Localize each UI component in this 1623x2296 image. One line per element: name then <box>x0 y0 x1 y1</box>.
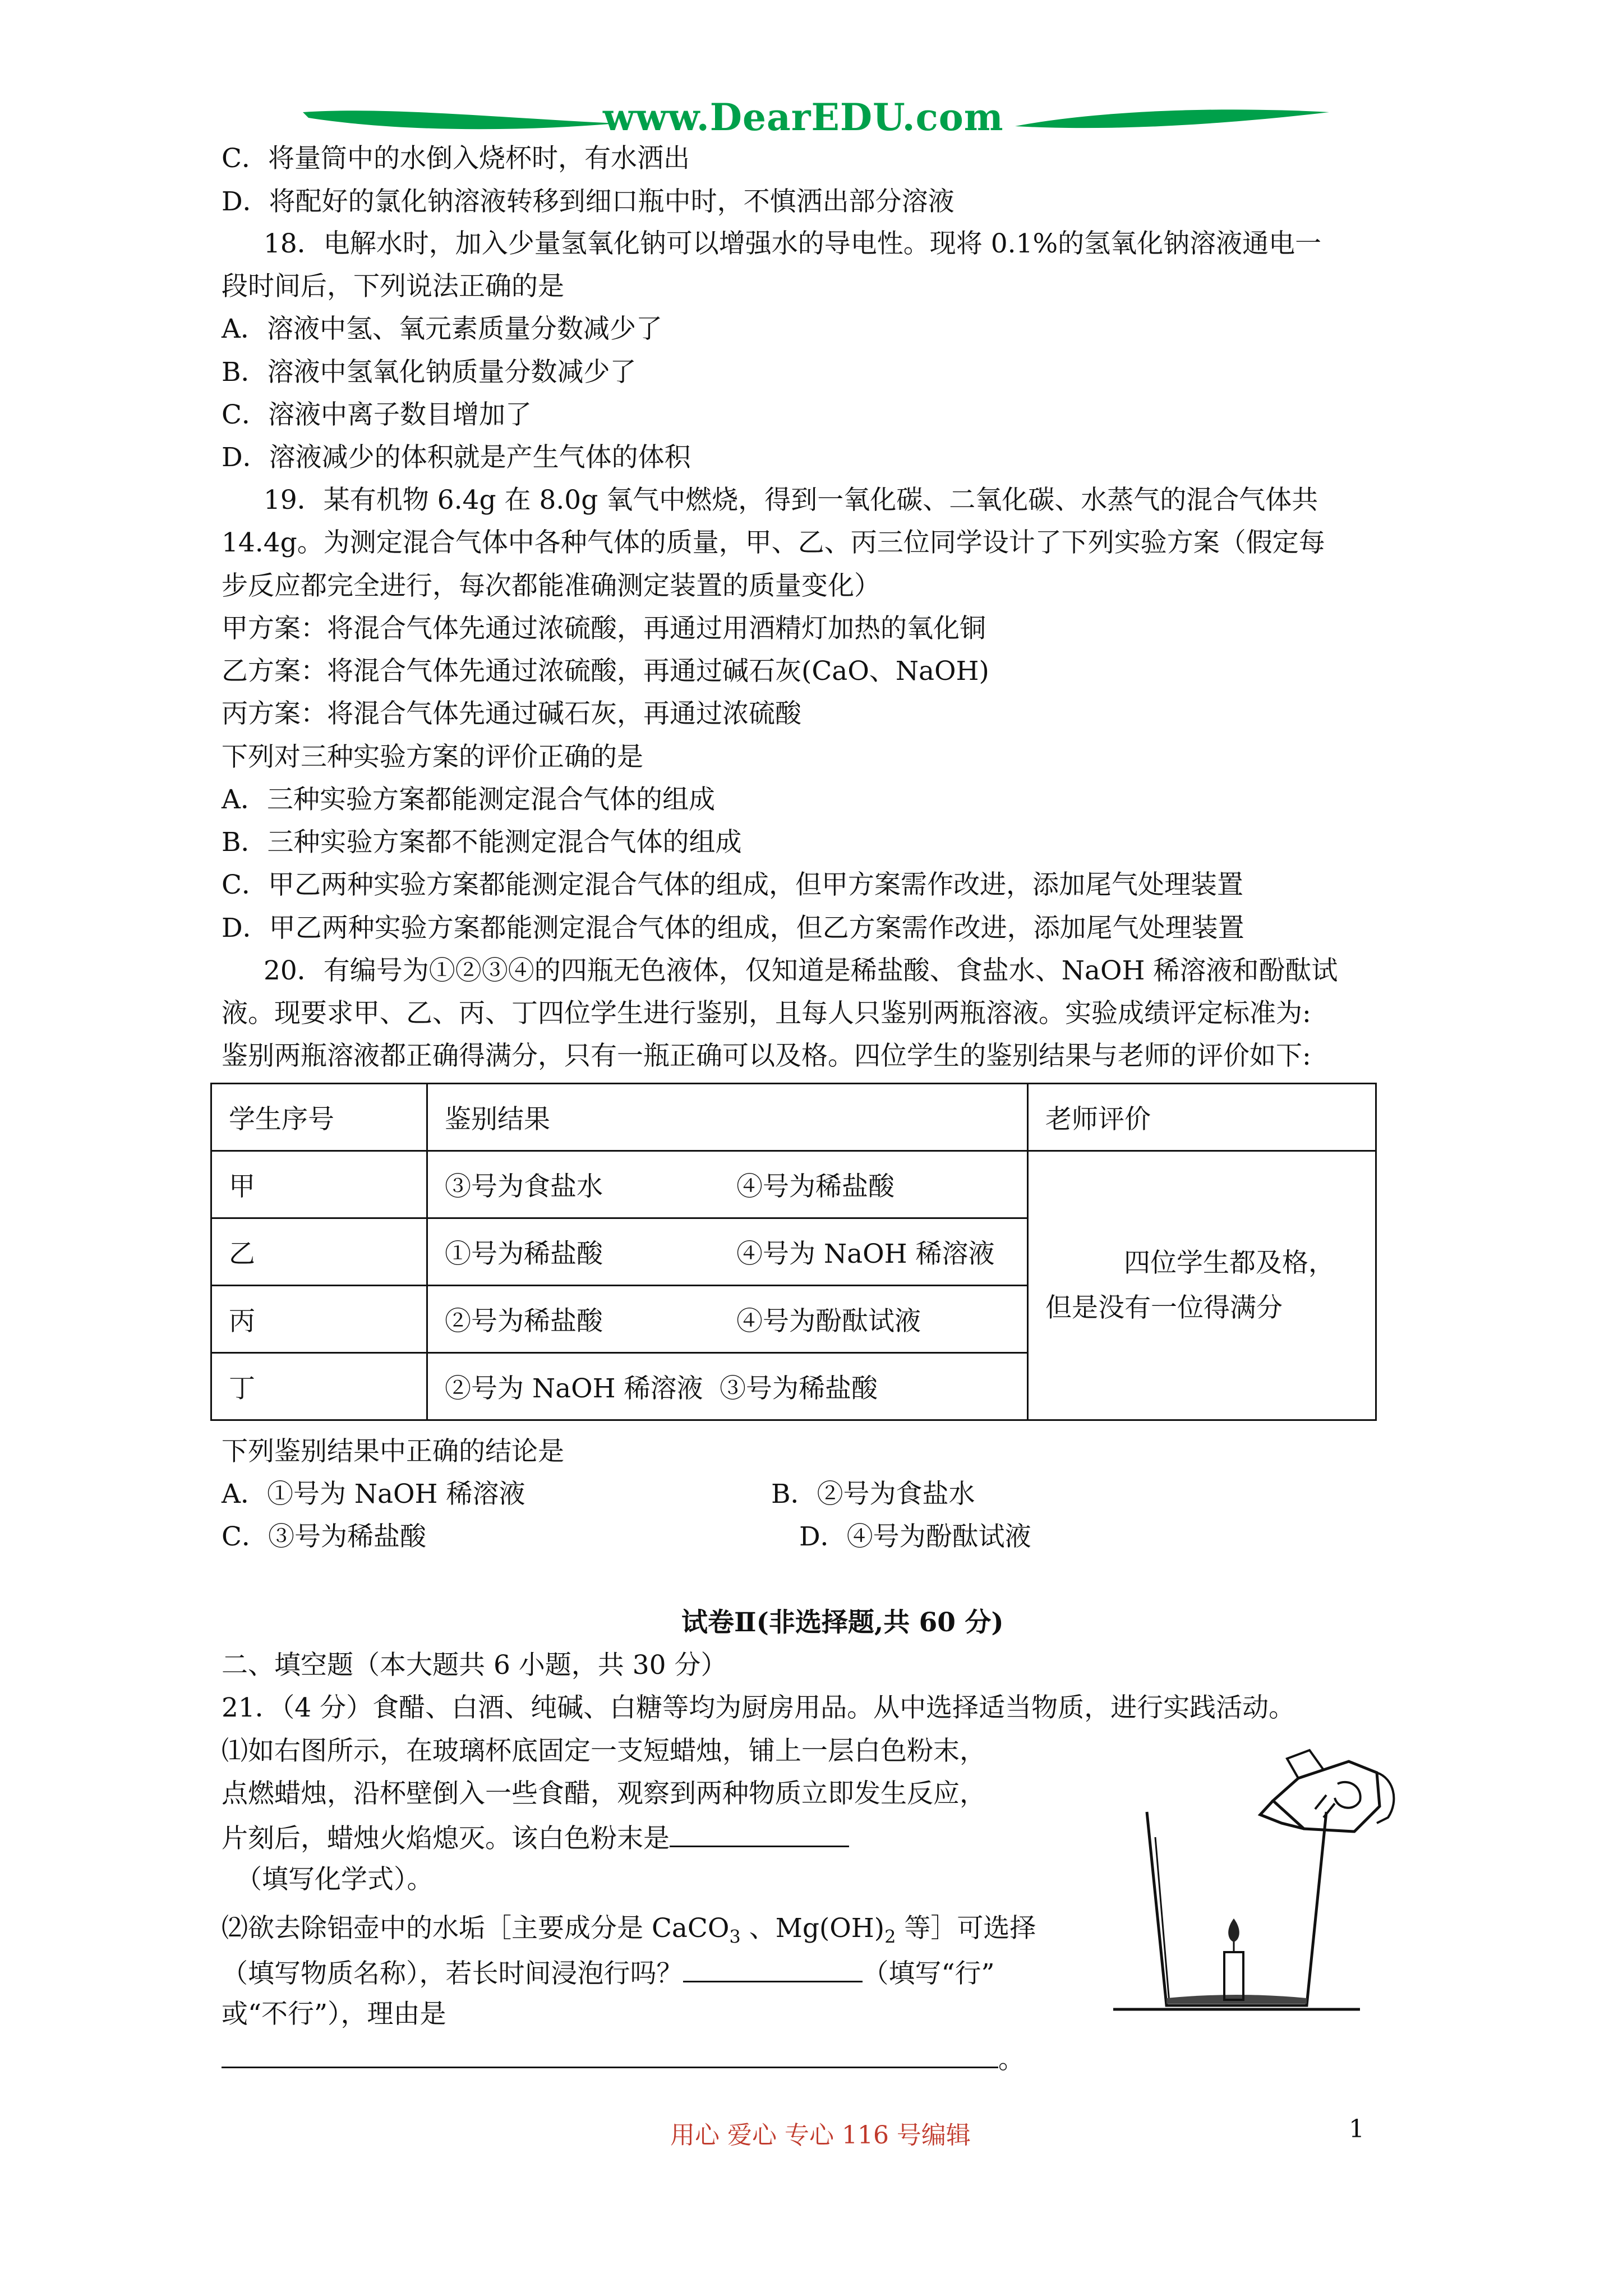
q21-part1-line1: ⑴如右图所示，在玻璃杯底固定一支短蜡烛，铺上一层白色粉末， <box>222 1736 986 1766</box>
q18-stem-1: 18．电解水时，加入少量氢氧化钠可以增强水的导电性。现将 0.1%的氢氧化钠溶液通电一 <box>264 228 1322 259</box>
q17-option-c: C．将量筒中的水倒入烧杯时，有水洒出 <box>222 143 690 174</box>
q20-option-a: A．①号为 NaOH 稀溶液 <box>222 1479 525 1510</box>
q19-stem-2: 14.4g。为测定混合气体中各种气体的质量，甲、乙、丙三位同学设计了下列实验方案（假定每 <box>222 527 1325 558</box>
table-header-row <box>211 1084 1376 1151</box>
cell-student: 丁 <box>211 1353 427 1420</box>
part2-title: 试卷Ⅱ(非选择题,共 60 分) <box>681 1607 1004 1638</box>
q21-part2-line4 <box>222 2042 1025 2076</box>
result-2: ④号为稀盐酸 <box>736 1171 895 1202</box>
cell-student: 乙 <box>211 1218 427 1286</box>
cell-student: 甲 <box>211 1151 427 1218</box>
q19-plan-yi: 乙方案：将混合气体先通过浓硫酸，再通过碱石灰(CaO、NaOH) <box>222 656 989 687</box>
q21-part1-line2: 点燃蜡烛，沿杯壁倒入一些食醋，观察到两种物质立即发生反应， <box>222 1778 986 1809</box>
result-2: ④号为 NaOH 稀溶液 <box>736 1239 995 1269</box>
result-2: ④号为酚酞试液 <box>736 1306 921 1337</box>
q19-plan-bing: 丙方案：将混合气体先通过碱石灰，再通过浓硫酸 <box>222 698 801 729</box>
table-header-result: 鉴别结果 <box>427 1084 1028 1151</box>
q21-part1-text: 片刻后，蜡烛火焰熄灭。该白色粉末是 <box>222 1823 670 1854</box>
q20-prompt: 下列鉴别结果中正确的结论是 <box>222 1436 564 1467</box>
q21-part1-line4: （填写化学式）。 <box>236 1864 434 1895</box>
table-header-student: 学生序号 <box>211 1084 427 1151</box>
q19-option-a: A．三种实验方案都能测定混合气体的组成 <box>222 784 715 815</box>
q19-option-b: B．三种实验方案都不能测定混合气体的组成 <box>222 827 742 858</box>
q17-option-d: D．将配好的氯化钠溶液转移到细口瓶中时，不慎洒出部分溶液 <box>222 186 955 217</box>
q21-part2-line3: 或“不行”），理由是 <box>222 1999 446 2030</box>
q21-part2-text-pre: ⑵欲去除铝壶中的水垢［主要成分是 CaCO <box>222 1913 730 1944</box>
q19-prompt: 下列对三种实验方案的评价正确的是 <box>222 742 643 772</box>
cell-result <box>427 1218 1028 1286</box>
site-logo: www.DearEDU.com <box>603 95 1004 139</box>
q20-option-c: C．③号为稀盐酸 <box>222 1521 426 1552</box>
cell-result <box>427 1353 1028 1420</box>
footer-editor-note: 用心 爱心 专心 116 号编辑 <box>670 2121 971 2150</box>
q18-option-c: C．溶液中离子数目增加了 <box>222 399 532 430</box>
q21-part1-line3 <box>222 1821 849 1855</box>
answer-blank-reason[interactable] <box>222 2042 998 2068</box>
subscript-2: 2 <box>884 1926 896 1948</box>
q19-stem-3: 步反应都完全进行，每次都能准确测定装置的质量变化） <box>222 570 880 601</box>
q21-part2-text2-post: （填写“行” <box>862 1958 995 1989</box>
q18-option-d: D．溶液减少的体积就是产生气体的体积 <box>222 442 691 473</box>
q21-part2-text2-pre: （填写物质名称），若长时间浸泡行吗？ <box>222 1958 683 1989</box>
result-1: ③号为食盐水 <box>445 1171 603 1202</box>
q21-part2-line2 <box>222 1956 995 1990</box>
q18-option-a: A．溶液中氢、氧元素质量分数减少了 <box>222 314 662 344</box>
table-row <box>211 1151 1376 1218</box>
q20-stem-3: 鉴别两瓶溶液都正确得满分，只有一瓶正确可以及格。四位学生的鉴别结果与老师的评价如下: <box>222 1041 1311 1071</box>
cell-student: 丙 <box>211 1286 427 1353</box>
q21-part2-line1 <box>222 1913 1036 1952</box>
cell-teacher-evaluation <box>1028 1151 1376 1420</box>
cell-result <box>427 1151 1028 1218</box>
result-1: ②号为稀盐酸 <box>445 1306 603 1337</box>
q21-part2-text-mid: 、Mg(OH) <box>740 1913 885 1944</box>
glass-candle-figure <box>1113 1739 1405 2019</box>
cell-result <box>427 1286 1028 1353</box>
q18-option-b: B．溶液中氢氧化钠质量分数减少了 <box>222 357 637 388</box>
result-1: ②号为 NaOH 稀溶液 <box>445 1373 703 1404</box>
result-1: ①号为稀盐酸 <box>445 1239 603 1269</box>
q18-stem-2: 段时间后，下列说法正确的是 <box>222 271 564 302</box>
subscript-3: 3 <box>729 1926 741 1948</box>
q21-part2-text-post: 等］可选择 <box>896 1913 1036 1944</box>
q20-option-b: B．②号为食盐水 <box>771 1479 975 1510</box>
header-wave-left <box>303 101 617 140</box>
q19-stem-1: 19．某有机物 6.4g 在 8.0g 氧气中燃烧，得到一氧化碳、二氧化碳、水蒸气的混合气体共 <box>264 485 1318 516</box>
table-header-teacher: 老师评价 <box>1028 1084 1376 1151</box>
q20-stem-1: 20．有编号为①②③④的四瓶无色液体，仅知道是稀盐酸、食盐水、NaOH 稀溶液和酚酞试 <box>264 955 1338 986</box>
answer-blank-white-powder[interactable] <box>670 1821 849 1847</box>
section2-heading: 二、填空题（本大题共 6 小题，共 30 分） <box>222 1650 727 1681</box>
result-2: ③号为稀盐酸 <box>720 1373 878 1404</box>
q21-stem: 21．（4 分）食醋、白酒、纯碱、白糖等均为厨房用品。从中选择适当物质，进行实践活动。 <box>222 1692 1295 1723</box>
evaluation-table <box>210 1083 1377 1421</box>
page-number: 1 <box>1349 2115 1364 2143</box>
answer-blank-soak[interactable] <box>683 1956 863 1982</box>
q19-option-d: D．甲乙两种实验方案都能测定混合气体的组成，但乙方案需作改进，添加尾气处理装置 <box>222 913 1244 944</box>
header-wave-right <box>1015 101 1329 140</box>
teacher-eval-line-1: 四位学生都及格， <box>1124 1247 1335 1278</box>
q21-part2-period: 。 <box>998 2044 1025 2075</box>
q19-option-c: C．甲乙两种实验方案都能测定混合气体的组成，但甲方案需作改进，添加尾气处理装置 <box>222 869 1243 900</box>
q20-option-d: D．④号为酚酞试液 <box>799 1521 1031 1552</box>
q20-stem-2: 液。现要求甲、乙、丙、丁四位学生进行鉴别，且每人只鉴别两瓶溶液。实验成绩评定标准为: <box>222 998 1311 1029</box>
q19-plan-jia: 甲方案：将混合气体先通过浓硫酸，再通过用酒精灯加热的氧化铜 <box>222 613 986 644</box>
teacher-eval-line-2: 但是没有一位得满分 <box>1045 1292 1283 1323</box>
